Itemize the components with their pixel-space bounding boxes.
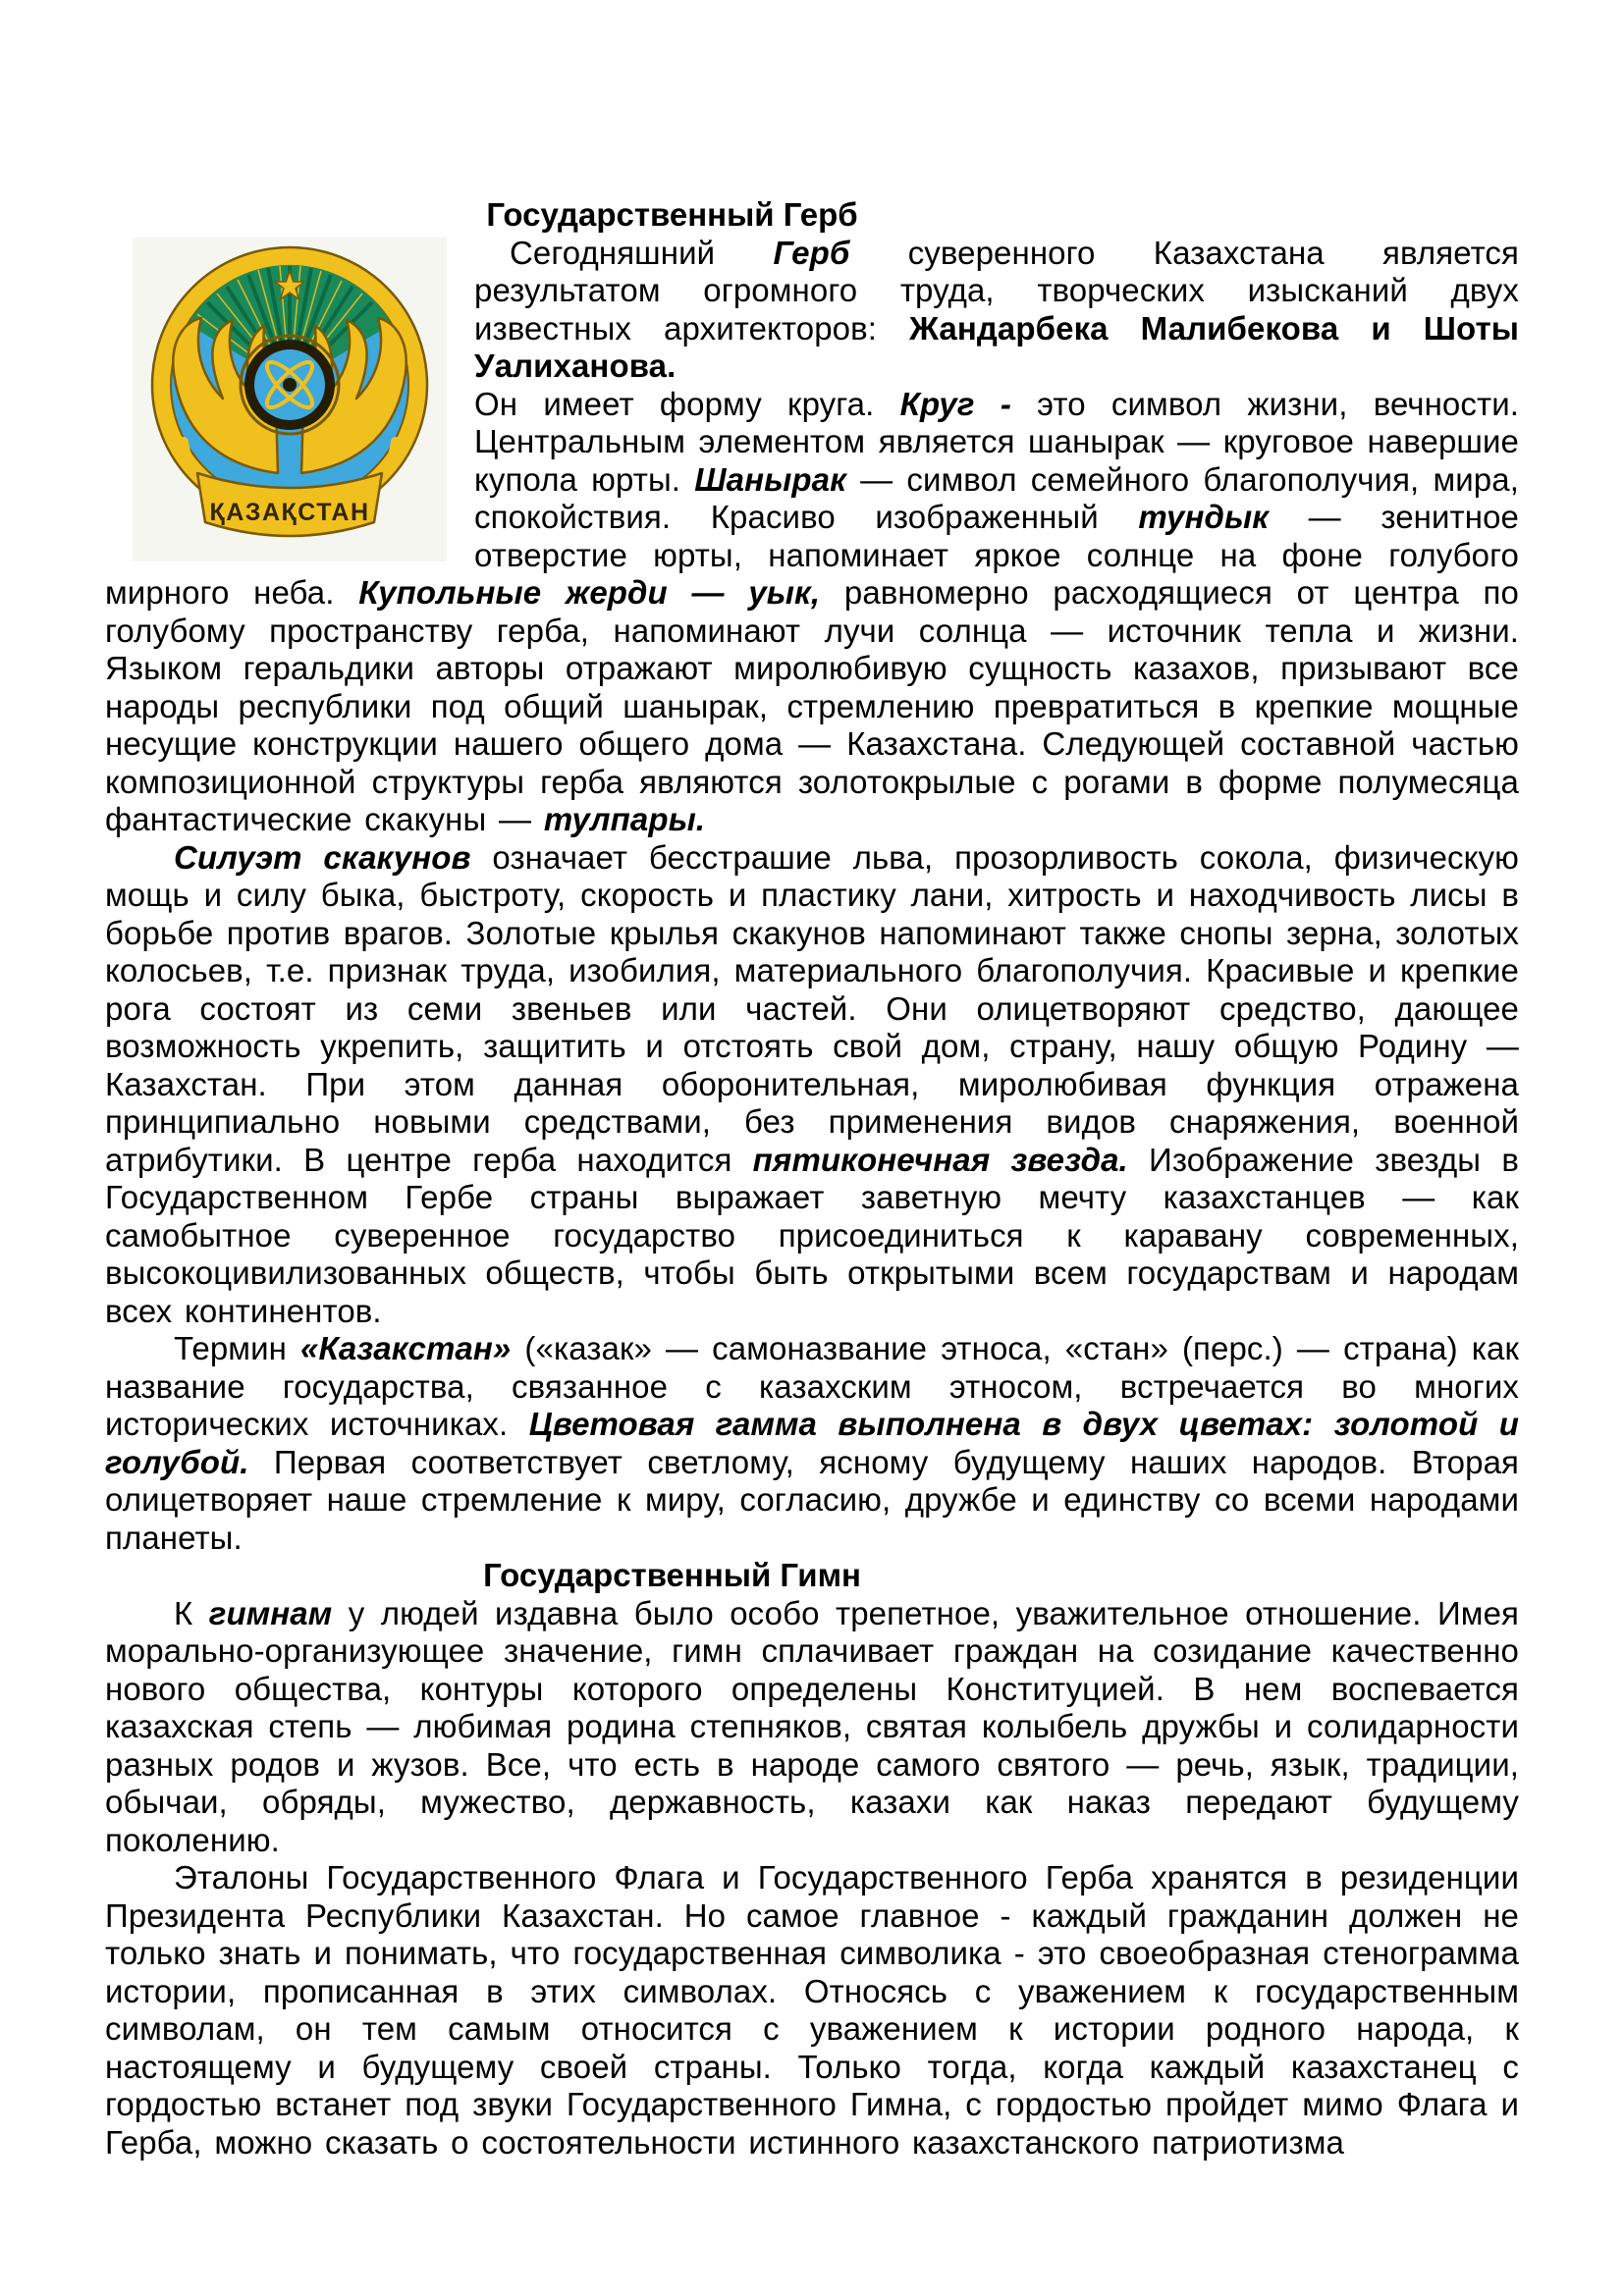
text-run: означает бесстрашие льва, прозорливость сокола, физическую мощь и силу быка, быстроту, скорость и пластику лани, хитрость и находчивость лисы в борьбе против врагов. Золотые крылья скакунов напоминают также снопы зерна, золотых колосьев, т.е. признак труда, изобилия, материального благополучия. Красивые и крепкие рога состоят из семи звеньев или частей. Они олицетворяют средство, дающее возможность укрепить, защитить и отстоять свой дом, страну, нашу общую Родину — Казахстан. При этом данная оборонительная, миролюбивая функция отражена принципиально новыми средствами, без применения видов снаряжения, военной атрибутики. В центре герба находится	[105, 838, 1519, 1178]
text-run: «Казакстан»	[300, 1330, 512, 1366]
kazakhstan-coat-of-arms-icon	[133, 238, 447, 561]
text-run: Он имеет форму круга.	[474, 385, 900, 422]
paragraph-anthem-meaning	[105, 1595, 1519, 1860]
text-run: Шанырак	[694, 460, 846, 498]
emblem-banner-text: ҚАЗАҚСТАН	[209, 498, 370, 526]
text-run: гимнам	[208, 1594, 333, 1631]
text-run: Жандарбека Малибекова и Шоты Уалиханова.	[474, 309, 1519, 384]
text-run: Герб	[773, 234, 850, 271]
emblem-image	[133, 238, 447, 561]
text-run: Эталоны Государственного Флага и Государственного Герба хранятся в резиденции Президента Республики Казахстан. Но самое главное - каждый гражданин должен не только знать и понимать, что государственная символика - это своеобразная стенограмма истории, прописанная в этих символах. Относясь с уважением к государственным символам, он тем самым относится с уважением к истории родного народа, к настоящему и будущему своей страны. Только тогда, когда каждый казахстанец с гордостью встанет под звуки Государственного Гимна, с гордостью пройдет мимо Флага и Герба, можно сказать о состоятельности истинного казахстанского патриотизма	[105, 1859, 1519, 2161]
text-run: Термин	[174, 1330, 301, 1366]
text-run: пятиконечная звезда.	[752, 1141, 1128, 1178]
paragraph-term-kazakhstan	[105, 1330, 1519, 1557]
text-run: — символ семейного благополучия, мира, спокойствия. Красиво изображенный	[474, 460, 1519, 535]
text-run: Изображение звезды в Государственном Гербе страны выражает заветную мечту казахстанцев — как самобытное суверенное государство присоединиться к каравану современных, высокоцивилизованных обществ, чтобы быть открытыми всем государствам и народам всех континентов.	[105, 1141, 1519, 1329]
paragraph-symbol-etalons	[105, 1859, 1519, 2162]
text-run: это символ жизни, вечности. Центральным элементом является шанырак — круговое навершие купола юрты.	[474, 385, 1519, 498]
heading-state-emblem: Государственный Герб	[486, 196, 858, 233]
text-run: Сегодняшний	[510, 234, 774, 271]
text-run: — зенитное отверстие юрты, напоминает яркое солнце на фоне голубого мирного неба.	[105, 499, 1519, 611]
heading-state-anthem: Государственный Гимн	[483, 1557, 861, 1593]
text-run: суверенного Казахстана является результатом огромного труда, творческих изысканий двух известных архитекторов:	[474, 234, 1519, 347]
text-run: Купольные жерди — уык,	[358, 574, 821, 611]
text-run: равномерно расходящиеся от центра по голубому пространству герба, напоминают лучи солнца — источник тепла и жизни. Языком геральдики авторы отражают миролюбивую сущность казахов, призывают все народы республики под общий шанырак, стремлению превратиться в крепкие мощные несущие конструкции нашего общего дома — Казахстана. Следующей составной частью композиционной структуры герба являются золотокрылые с рогами в форме полумесяца фантастические скакуны —	[105, 574, 1519, 837]
text-run: тулпары.	[543, 801, 706, 837]
text-run: Круг -	[899, 385, 1011, 422]
text-run: Цветовая гамма выполнена в двух цветах: золотой и голубой.	[105, 1406, 1519, 1480]
text-run: («казак» — самоназвание этноса, «стан» (перс.) — страна) как название государства, связанное с казахским этносом, встречается во многих исторических источниках.	[105, 1330, 1519, 1442]
text-run: К	[174, 1594, 209, 1631]
text-run: Первая соответствует светлому, ясному будущему наших народов. Вторая олицетворяет наше стремление к миру, согласию, дружбе и единству со всеми народами планеты.	[105, 1443, 1519, 1556]
emblem-shanyrak	[241, 336, 339, 434]
text-run: тундык	[1138, 499, 1270, 535]
text-run: Силуэт скакунов	[174, 838, 471, 876]
paragraph-tulpar-meaning	[105, 839, 1519, 1331]
text-run: у людей издавна было особо трепетное, уважительное отношение. Имея морально-организующее значение, гимн сплачивает граждан на созидание качественно нового общества, контуры которого определены Конституцией. В нем воспевается казахская степь — любимая родина степняков, святая колыбель дружбы и солидарности разных родов и жузов. Все, что есть в народе самого святого — речь, язык, традиции, обычаи, обряды, мужество, державность, казахи как наказ передают будущему поколению.	[105, 1594, 1519, 1858]
